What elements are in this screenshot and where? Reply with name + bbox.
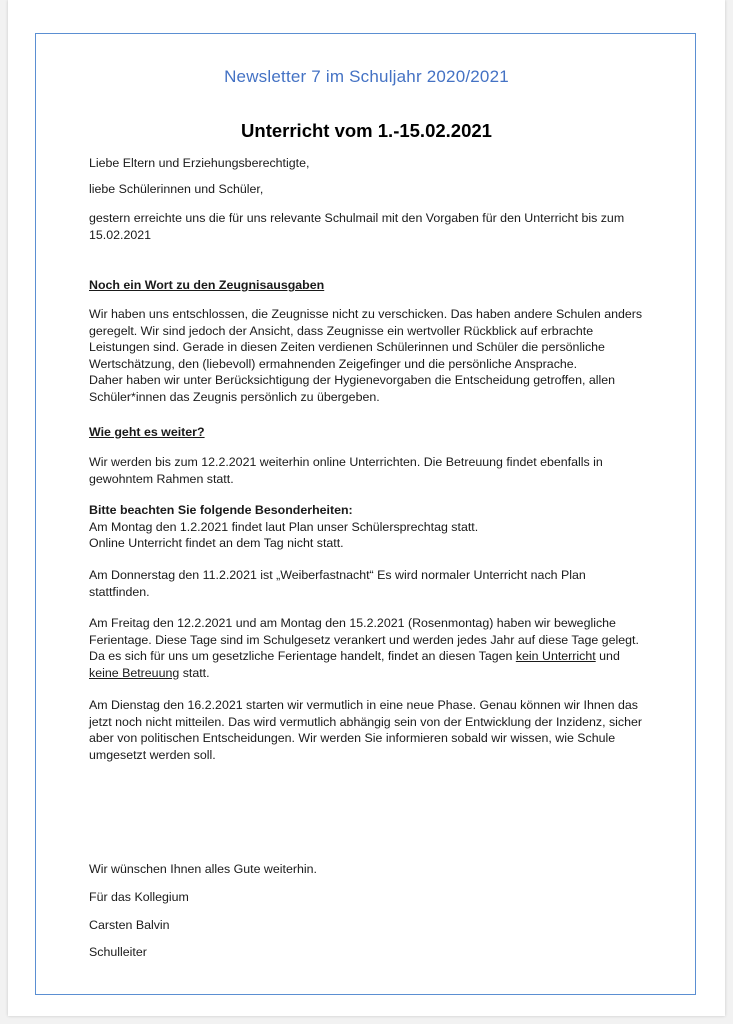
zeugnis-line: Wertschätzung, den (liebevoll) ermahnenden Zeigefinger und die persönliche Ansprache. xyxy=(89,356,578,371)
signatory-name: Carsten Balvin xyxy=(89,918,170,932)
montag-line: Online Unterricht findet an dem Tag nicht statt. xyxy=(89,536,344,550)
greeting-students: liebe Schülerinnen und Schüler, xyxy=(89,182,264,196)
closing-wish: Wir wünschen Ihnen alles Gute weiterhin. xyxy=(89,862,317,876)
besonderheiten-block xyxy=(89,502,649,552)
besonderheiten-heading: Bitte beachten Sie folgende Besonderheiten: xyxy=(89,503,353,517)
greeting-parents: Liebe Eltern und Erziehungsberechtigte, xyxy=(89,156,310,170)
freitag-text: statt. xyxy=(179,665,210,680)
weiter-line: Wir werden bis zum 12.2.2021 weiterhin online Unterrichten. Die Betreuung findet ebenfalls in xyxy=(89,455,603,469)
freitag-line: Am Freitag den 12.2.2021 und am Montag den 15.2.2021 (Rosenmontag) haben wir bewegliche xyxy=(89,616,616,630)
kein-unterricht-emphasis: kein Unterricht xyxy=(515,649,596,663)
main-heading: Unterricht vom 1.-15.02.2021 xyxy=(241,120,492,141)
intro-paragraph xyxy=(89,210,649,243)
zeugnis-line: Schüler*innen das Zeugnis persönlich zu übergeben. xyxy=(89,389,380,404)
freitag-line xyxy=(89,648,649,665)
zeugnis-line: Leistungen sind. Gerade in diesen Zeiten verdienen Schülerinnen und Schüler die persönliche xyxy=(89,340,605,354)
weiter-line: gewohntem Rahmen statt. xyxy=(89,471,234,486)
dienstag-line: umgesetzt werden soll. xyxy=(89,747,216,762)
freitag-line: Ferientage. Diese Tage sind im Schulgesetz verankert und werden jedes Jahr auf diese Tage gelegt. xyxy=(89,632,639,647)
freitag-text: Da es sich für uns um gesetzliche Ferientage handelt, findet an diesen Tagen xyxy=(89,649,516,663)
closing-for: Für das Kollegium xyxy=(89,890,189,904)
section-heading-weiter: Wie geht es weiter? xyxy=(89,425,205,439)
keine-betreuung-emphasis: keine Betreuung xyxy=(89,665,180,680)
zeugnis-line: Daher haben wir unter Berücksichtigung der Hygienevorgaben die Entscheidung getroffen, allen xyxy=(89,373,616,387)
intro-line: 15.02.2021 xyxy=(89,227,152,242)
donnerstag-paragraph xyxy=(89,567,649,600)
zeugnis-line: geregelt. Wir sind jedoch der Ansicht, dass Zeugnisse ein wertvoller Rückblick auf erbrachte xyxy=(89,323,594,338)
dienstag-line: Am Dienstag den 16.2.2021 starten wir vermutlich in eine neue Phase. Genau können wir Ihnen das xyxy=(89,698,638,712)
dienstag-paragraph xyxy=(89,697,649,763)
freitag-line xyxy=(89,665,649,682)
weiter-paragraph xyxy=(89,454,649,487)
zeugnis-paragraph xyxy=(89,306,649,405)
donnerstag-line: stattfinden. xyxy=(89,584,150,599)
dienstag-line: aber von politischen Entscheidungen. Wir werden Sie informieren sobald wir wissen, wie Schule xyxy=(89,731,616,745)
section-heading-zeugnis: Noch ein Wort zu den Zeugnisausgaben xyxy=(89,278,325,292)
donnerstag-line: Am Donnerstag den 11.2.2021 ist „Weiberfastnacht“ Es wird normaler Unterricht nach Plan xyxy=(89,568,586,582)
freitag-paragraph xyxy=(89,615,649,681)
newsletter-title: Newsletter 7 im Schuljahr 2020/2021 xyxy=(224,67,509,86)
zeugnis-line: Wir haben uns entschlossen, die Zeugnisse nicht zu verschicken. Das haben andere Schulen anders xyxy=(89,307,643,321)
signatory-role: Schulleiter xyxy=(89,945,147,959)
dienstag-line: jetzt noch nicht mitteilen. Das wird vermutlich abhängig sein von der Entwicklung der Inzidenz, sicher xyxy=(89,714,643,729)
montag-line: Am Montag den 1.2.2021 findet laut Plan unser Schülersprechtag statt. xyxy=(89,519,479,534)
intro-line: gestern erreichte uns die für uns relevante Schulmail mit den Vorgaben für den Unterricht bis zum xyxy=(89,211,625,225)
freitag-text: und xyxy=(595,649,620,663)
